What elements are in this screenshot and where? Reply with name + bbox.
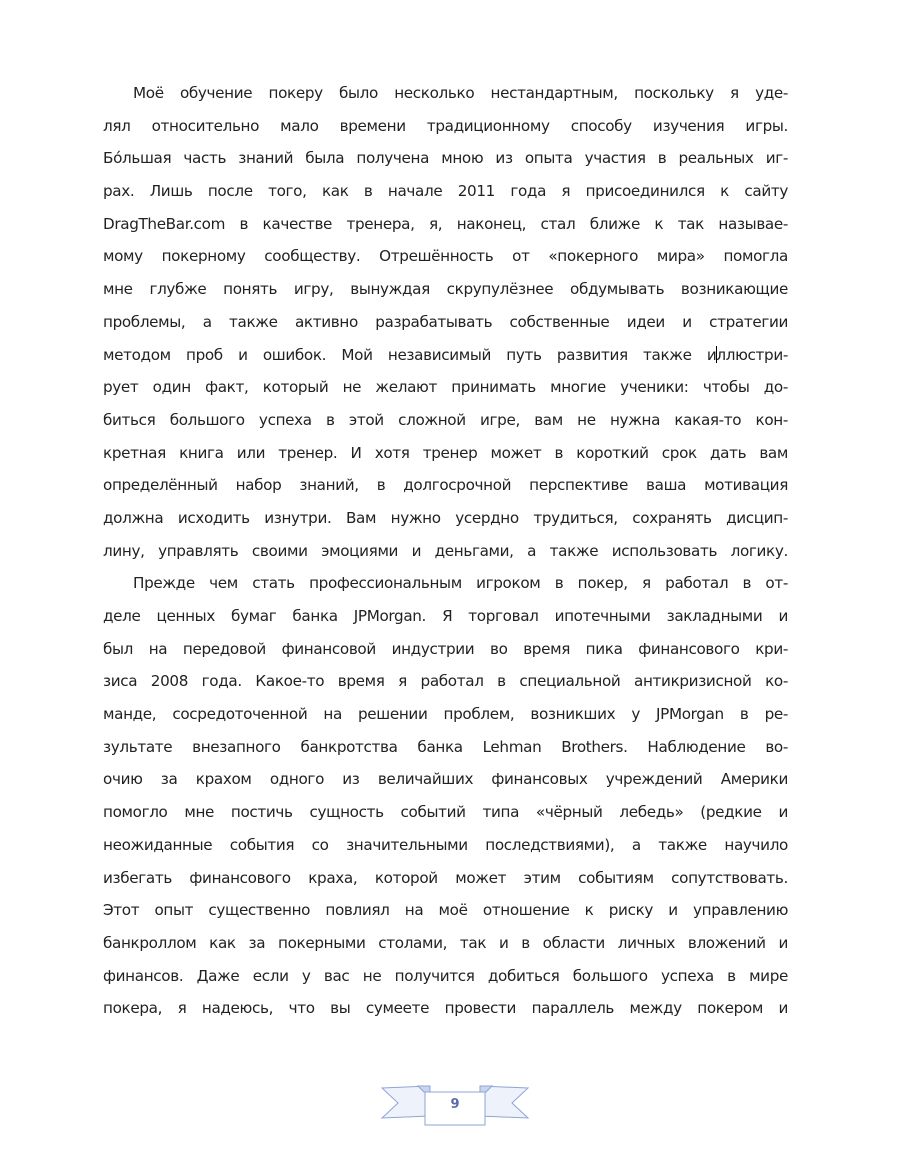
text-line: рует один факт, который не желают принимать многие ученики: чтобы до- xyxy=(103,378,788,397)
text-line: очию за крахом одного из величайших финансовых учреждений Америки xyxy=(103,770,788,789)
text-line: Этот опыт существенно повлиял на моё отношение к риску и управлению xyxy=(103,901,788,920)
paragraph-2-line-7 xyxy=(103,763,788,796)
text-line: был на передовой финансовой индустрии во время пика финансового кри- xyxy=(103,639,788,658)
text-line: должна исходить изнутри. Вам нужно усердно трудиться, сохранять дисцип- xyxy=(103,508,788,527)
paragraph-1-line-14 xyxy=(103,502,788,535)
text-line: Моё обучение покеру было несколько нестандартным, поскольку я уде- xyxy=(133,84,788,102)
paragraph-1-line-4 xyxy=(103,175,788,208)
text-line: лину, управлять своими эмоциями и деньгами, а также использовать логику. xyxy=(103,541,788,560)
paragraph-1-line-6 xyxy=(103,240,788,273)
text-line: манде, сосредоточенной на решении проблем, возникших у JPMorgan в ре- xyxy=(103,705,788,724)
paragraph-1-line-7 xyxy=(103,273,788,306)
paragraph-1-line-1 xyxy=(103,77,788,110)
text-line: деле ценных бумаг банка JPMorgan. Я торговал ипотечными закладными и xyxy=(103,607,788,625)
text-line: кретная книга или тренер. И хотя тренер может в короткий срок дать вам xyxy=(103,443,788,462)
paragraph-2-line-13 xyxy=(103,960,788,993)
text-line: мому покерному сообществу. Отрешённость от «покерного мира» помогла xyxy=(103,247,788,266)
text-line: проблемы, а также активно разрабатывать собственные идеи и стратегии xyxy=(103,312,788,331)
text-line: мне глубже понять игру, вынуждая скрупулёзнее обдумывать возникающие xyxy=(103,280,788,299)
text-line: помогло мне постичь сущность событий типа «чёрный лебедь» (редкие и xyxy=(103,803,788,822)
paragraph-2-line-9 xyxy=(103,829,788,862)
paragraph-2-line-12 xyxy=(103,927,788,960)
paragraph-1-line-10 xyxy=(103,371,788,404)
paragraph-1-line-13 xyxy=(103,469,788,502)
text-line: банкроллом как за покерными столами, так и в области личных вложений и xyxy=(103,933,788,952)
paragraph-2-line-5 xyxy=(103,698,788,731)
text-line: рах. Лишь после того, как в начале 2011 года я присоединился к сайту xyxy=(103,182,788,201)
text-line: избегать финансового краха, которой может этим событиям сопутствовать. xyxy=(103,868,788,887)
text-before-cursor: методом проб и ошибок. Мой независимый путь развития также и xyxy=(103,345,717,364)
paragraph-2-line-2 xyxy=(103,600,788,633)
paragraph-2-line-6 xyxy=(103,731,788,764)
paragraph-2-line-14 xyxy=(103,992,788,1025)
text-line: зиса 2008 года. Какое-то время я работал в специальной антикризисной ко- xyxy=(103,672,788,691)
paragraph-1-line-12 xyxy=(103,437,788,470)
text-body xyxy=(103,77,788,1025)
paragraph-2-line-4 xyxy=(103,665,788,698)
paragraph-2-line-1 xyxy=(103,567,788,600)
paragraph-1-line-9 xyxy=(103,339,788,372)
paragraph-2-line-11 xyxy=(103,894,788,927)
text-line: финансов. Даже если у вас не получится добиться большого успеха в мире xyxy=(103,966,788,985)
text-line-with-cursor[interactable] xyxy=(103,339,788,372)
text-line: DragTheBar.com в качестве тренера, я, наконец, стал ближе к так называе- xyxy=(103,214,788,233)
text-line: лял относительно мало времени традиционному способу изучения игры. xyxy=(103,116,788,135)
text-line: Бóльшая часть знаний была получена мною из опыта участия в реальных иг- xyxy=(103,149,788,168)
page-number: 9 xyxy=(450,1097,460,1112)
text-line: биться большого успеха в этой сложной игре, вам не нужна какая-то кон- xyxy=(103,410,788,429)
paragraph-2-line-3 xyxy=(103,633,788,666)
text-line: Прежде чем стать профессиональным игроком в покер, я работал в от- xyxy=(133,574,788,593)
paragraph-1-line-15 xyxy=(103,535,788,568)
paragraph-1-line-5 xyxy=(103,208,788,241)
text-line: неожиданные события со значительными последствиями), а также научило xyxy=(103,835,788,854)
text-line: покера, я надеюсь, что вы сумеете провести параллель между покером и xyxy=(103,999,788,1018)
text-after-cursor: ллюстри- xyxy=(716,345,788,364)
text-line: определённый набор знаний, в долгосрочной перспективе ваша мотивация xyxy=(103,476,788,495)
paragraph-2-line-10 xyxy=(103,862,788,895)
paragraph-1-line-11 xyxy=(103,404,788,437)
paragraph-1-line-8 xyxy=(103,306,788,339)
paragraph-1-line-2 xyxy=(103,110,788,143)
paragraph-1-line-3 xyxy=(103,142,788,175)
paragraph-2-line-8 xyxy=(103,796,788,829)
text-line: зультате внезапного банкротства банка Lehman Brothers. Наблюдение во- xyxy=(103,737,788,756)
